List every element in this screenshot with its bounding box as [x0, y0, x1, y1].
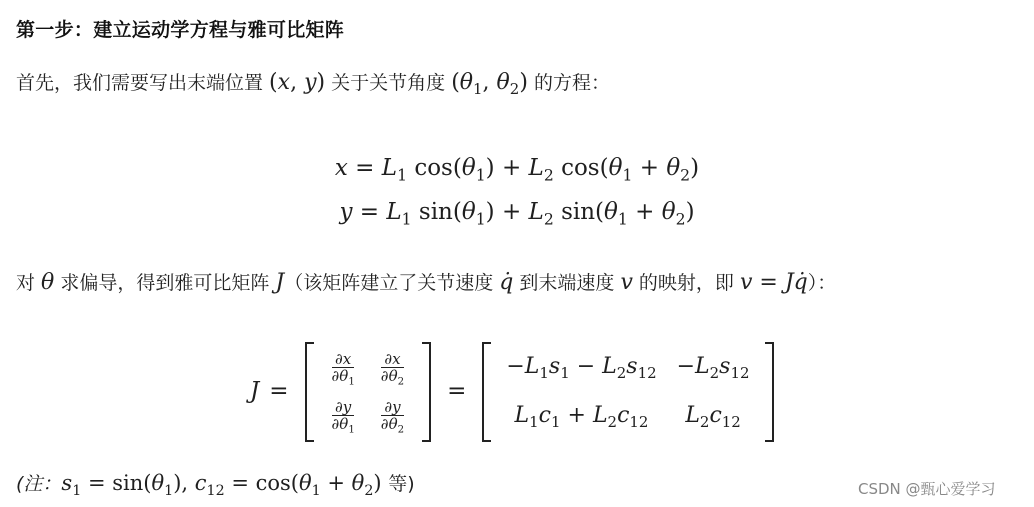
- intro-text-1: 首先，我们需要写出末端位置: [16, 72, 270, 94]
- p2-text-2: 求偏导，得到雅可比矩阵: [54, 272, 276, 294]
- jacobian-equation: J = $\frac{\partial x}{\partial\theta_1}$ $\frac{\partial x}{\partial\theta_2}$ $\frac{\partial y}{\partial\theta_1}$ $\frac{\partial y}{\partial\theta_2}$ = $-L_1s_1 - L_2s_{12}$ $-L_2s_{12}$ $L_1c_1 + L_2c_{12}$ $L_2c_{12}$: [250, 342, 780, 440]
- dy-dtheta2: $\frac{\partial y}{\partial\theta_2}$: [380, 397, 405, 436]
- watermark: CSDN @甄心爱学习: [858, 480, 996, 498]
- j11: $-L_1s_1 - L_2s_{12}$: [506, 354, 657, 383]
- math-theta: θ: [41, 270, 55, 295]
- math-qdot: q̇: [499, 270, 514, 295]
- math-J: J: [275, 270, 285, 295]
- footnote: [16, 469, 415, 499]
- jacobian-symbol: J: [250, 378, 260, 404]
- kinematics-equations: [0, 146, 1034, 234]
- math-v: v: [620, 270, 633, 295]
- math-angles: ($\theta_1$, $\theta_2$): [451, 70, 528, 99]
- dx-dtheta1: $\frac{\partial x}{\partial\theta_1}$: [331, 349, 355, 388]
- equation-x: $x = L_1$ $\cos(\theta_1) + L_2$ $\cos(\theta_1 + \theta_2)$: [334, 155, 700, 185]
- p2-text-1: 对: [16, 272, 42, 294]
- j21: $L_1c_1 + L_2c_{12}$: [514, 403, 649, 432]
- j12: $-L_2s_{12}$: [676, 354, 750, 383]
- note-prefix: (注：: [16, 473, 62, 495]
- intro-paragraph: [16, 68, 610, 99]
- intro-text-3: 的方程：: [527, 72, 610, 94]
- partial-matrix: [305, 342, 432, 440]
- j22: $L_2c_{12}$: [685, 403, 741, 432]
- section-heading: 第一步：建立运动学方程与雅可比矩阵: [16, 19, 345, 41]
- p2-text-6: ）：: [807, 272, 837, 294]
- p2-text-3: （该矩阵建立了关节速度: [284, 272, 500, 294]
- jacobian-paragraph: [16, 268, 836, 295]
- intro-text-2: 关于关节角度: [325, 72, 452, 94]
- note-suffix: 等): [388, 473, 415, 495]
- dy-dtheta1: $\frac{\partial y}{\partial\theta_1}$: [331, 397, 355, 436]
- note-math: $s_1 = \sin(\theta_1)$, $c_{12} = \cos(\theta_1 + \theta_2)$: [61, 471, 389, 499]
- equation-y: $y = L_1$ $\sin(\theta_1) + L_2$ $\sin(\theta_1 + \theta_2)$: [339, 199, 695, 229]
- math-position: (x, y): [269, 70, 326, 95]
- dx-dtheta2: $\frac{\partial x}{\partial\theta_2}$: [380, 349, 405, 388]
- p2-text-5: 的映射，即: [632, 272, 740, 294]
- expanded-matrix: [482, 342, 773, 440]
- math-v-eq-Jqdot: v = Jq̇: [739, 270, 808, 295]
- p2-text-4: 到末端速度: [513, 272, 621, 294]
